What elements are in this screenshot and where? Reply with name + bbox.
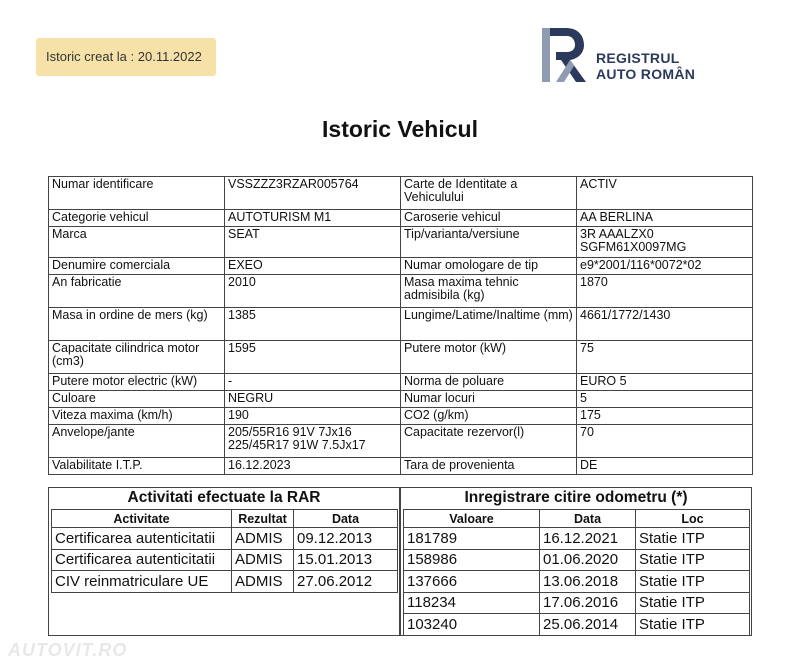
table-cell: 17.06.2016	[540, 592, 636, 614]
spec-value: AA BERLINA	[577, 210, 753, 227]
logo-line-2: AUTO ROMÂN	[596, 66, 696, 82]
odometer-title: Inregistrare citire odometru (*)	[464, 489, 688, 506]
spec-label: Viteza maxima (km/h)	[49, 408, 225, 425]
vehicle-history-frame	[48, 176, 752, 636]
column-header: Loc	[636, 510, 750, 528]
rar-logo	[540, 26, 740, 86]
table-cell: Statie ITP	[636, 549, 750, 571]
table-cell: 137666	[404, 571, 540, 593]
rar-logo-text	[596, 50, 695, 82]
spec-value: 70	[577, 425, 753, 458]
table-cell: 158986	[404, 549, 540, 571]
spec-value: 205/55R16 91V 7Jx16 225/45R17 91W 7.5Jx17	[225, 425, 401, 458]
spec-label: Denumire comerciala	[49, 258, 225, 275]
bottom-section	[48, 487, 752, 636]
spec-label: Numar omologare de tip	[401, 258, 577, 275]
spec-row	[49, 308, 753, 341]
table-cell: 09.12.2013	[294, 528, 398, 550]
spec-row	[49, 258, 753, 275]
table-cell: CIV reinmatriculare UE	[52, 571, 232, 593]
spec-label: An fabricatie	[49, 275, 225, 308]
spec-value: 2010	[225, 275, 401, 308]
odometer-table	[403, 509, 750, 636]
table-cell: Statie ITP	[636, 571, 750, 593]
table-cell: 103240	[404, 614, 540, 636]
spec-label: Tara de provenienta	[401, 458, 577, 475]
spec-label: Norma de poluare	[401, 374, 577, 391]
activities-title: Activitati efectuate la RAR	[127, 489, 321, 506]
spec-value: EXEO	[225, 258, 401, 275]
spec-value: AUTOTURISM M1	[225, 210, 401, 227]
table-cell: 01.06.2020	[540, 549, 636, 571]
spec-row	[49, 408, 753, 425]
spec-value: 3R AAALZX0 SGFM61X0097MG	[577, 227, 753, 258]
spec-label: Anvelope/jante	[49, 425, 225, 458]
spec-label: Numar locuri	[401, 391, 577, 408]
spec-value: -	[225, 374, 401, 391]
table-row	[52, 571, 398, 593]
spec-label: Tip/varianta/versiune	[401, 227, 577, 258]
spec-label: Masa in ordine de mers (kg)	[49, 308, 225, 341]
table-cell: Statie ITP	[636, 592, 750, 614]
spec-label: Carte de Identitate a Vehiculului	[401, 177, 577, 210]
spec-row	[49, 391, 753, 408]
spec-value: EURO 5	[577, 374, 753, 391]
column-header: Rezultat	[232, 510, 294, 528]
spec-row	[49, 227, 753, 258]
column-header: Data	[294, 510, 398, 528]
table-cell: 27.06.2012	[294, 571, 398, 593]
table-cell: Statie ITP	[636, 528, 750, 550]
table-cell: 25.06.2014	[540, 614, 636, 636]
spec-label: Marca	[49, 227, 225, 258]
table-row	[404, 549, 750, 571]
table-row	[404, 592, 750, 614]
activities-table	[51, 509, 398, 593]
spec-row	[49, 458, 753, 475]
history-date-label: Istoric creat la : 20.11.2022	[36, 38, 216, 76]
column-header: Activitate	[52, 510, 232, 528]
spec-row	[49, 425, 753, 458]
table-row	[52, 528, 398, 550]
table-cell: ADMIS	[232, 528, 294, 550]
column-header: Data	[540, 510, 636, 528]
spec-value: VSSZZZ3RZAR005764	[225, 177, 401, 210]
watermark: AUTOVIT.RO	[8, 640, 128, 660]
logo-line-1: REGISTRUL	[596, 50, 680, 66]
vehicle-specs-table	[48, 176, 753, 475]
spec-label: Numar identificare	[49, 177, 225, 210]
table-cell: 13.06.2018	[540, 571, 636, 593]
table-cell: ADMIS	[232, 571, 294, 593]
table-cell: Statie ITP	[636, 614, 750, 636]
table-cell: 16.12.2021	[540, 528, 636, 550]
spec-value: 1595	[225, 341, 401, 374]
spec-value: e9*2001/116*0072*02	[577, 258, 753, 275]
spec-value: 175	[577, 408, 753, 425]
spec-value: NEGRU	[225, 391, 401, 408]
spec-label: Putere motor electric (kW)	[49, 374, 225, 391]
spec-label: Categorie vehicul	[49, 210, 225, 227]
spec-row	[49, 275, 753, 308]
spec-row	[49, 374, 753, 391]
spec-label: Caroserie vehicul	[401, 210, 577, 227]
spec-row	[49, 177, 753, 210]
table-cell: Certificarea autenticitatii	[52, 549, 232, 571]
spec-label: Capacitate cilindrica motor (cm3)	[49, 341, 225, 374]
spec-value: 1870	[577, 275, 753, 308]
spec-row	[49, 210, 753, 227]
odometer-panel	[400, 487, 752, 636]
table-row	[404, 571, 750, 593]
spec-label: Capacitate rezervor(l)	[401, 425, 577, 458]
spec-value: 1385	[225, 308, 401, 341]
table-cell: 181789	[404, 528, 540, 550]
spec-value: 16.12.2023	[225, 458, 401, 475]
table-row	[404, 614, 750, 636]
spec-label: Lungime/Latime/Inaltime (mm)	[401, 308, 577, 341]
page-title: Istoric Vehicul	[322, 116, 478, 142]
spec-value: 4661/1772/1430	[577, 308, 753, 341]
spec-value: 5	[577, 391, 753, 408]
table-row	[404, 528, 750, 550]
column-header: Valoare	[404, 510, 540, 528]
spec-label: Culoare	[49, 391, 225, 408]
spec-row	[49, 341, 753, 374]
spec-value: ACTIV	[577, 177, 753, 210]
table-cell: ADMIS	[232, 549, 294, 571]
table-row	[52, 549, 398, 571]
spec-value: 190	[225, 408, 401, 425]
table-cell: 15.01.2013	[294, 549, 398, 571]
spec-value: DE	[577, 458, 753, 475]
table-cell: Certificarea autenticitatii	[52, 528, 232, 550]
spec-value: SEAT	[225, 227, 401, 258]
rar-activities-panel	[48, 487, 400, 636]
spec-label: CO2 (g/km)	[401, 408, 577, 425]
rar-logo-icon	[540, 26, 592, 84]
spec-label: Putere motor (kW)	[401, 341, 577, 374]
spec-label: Masa maxima tehnic admisibila (kg)	[401, 275, 577, 308]
spec-value: 75	[577, 341, 753, 374]
spec-label: Valabilitate I.T.P.	[49, 458, 225, 475]
table-cell: 118234	[404, 592, 540, 614]
